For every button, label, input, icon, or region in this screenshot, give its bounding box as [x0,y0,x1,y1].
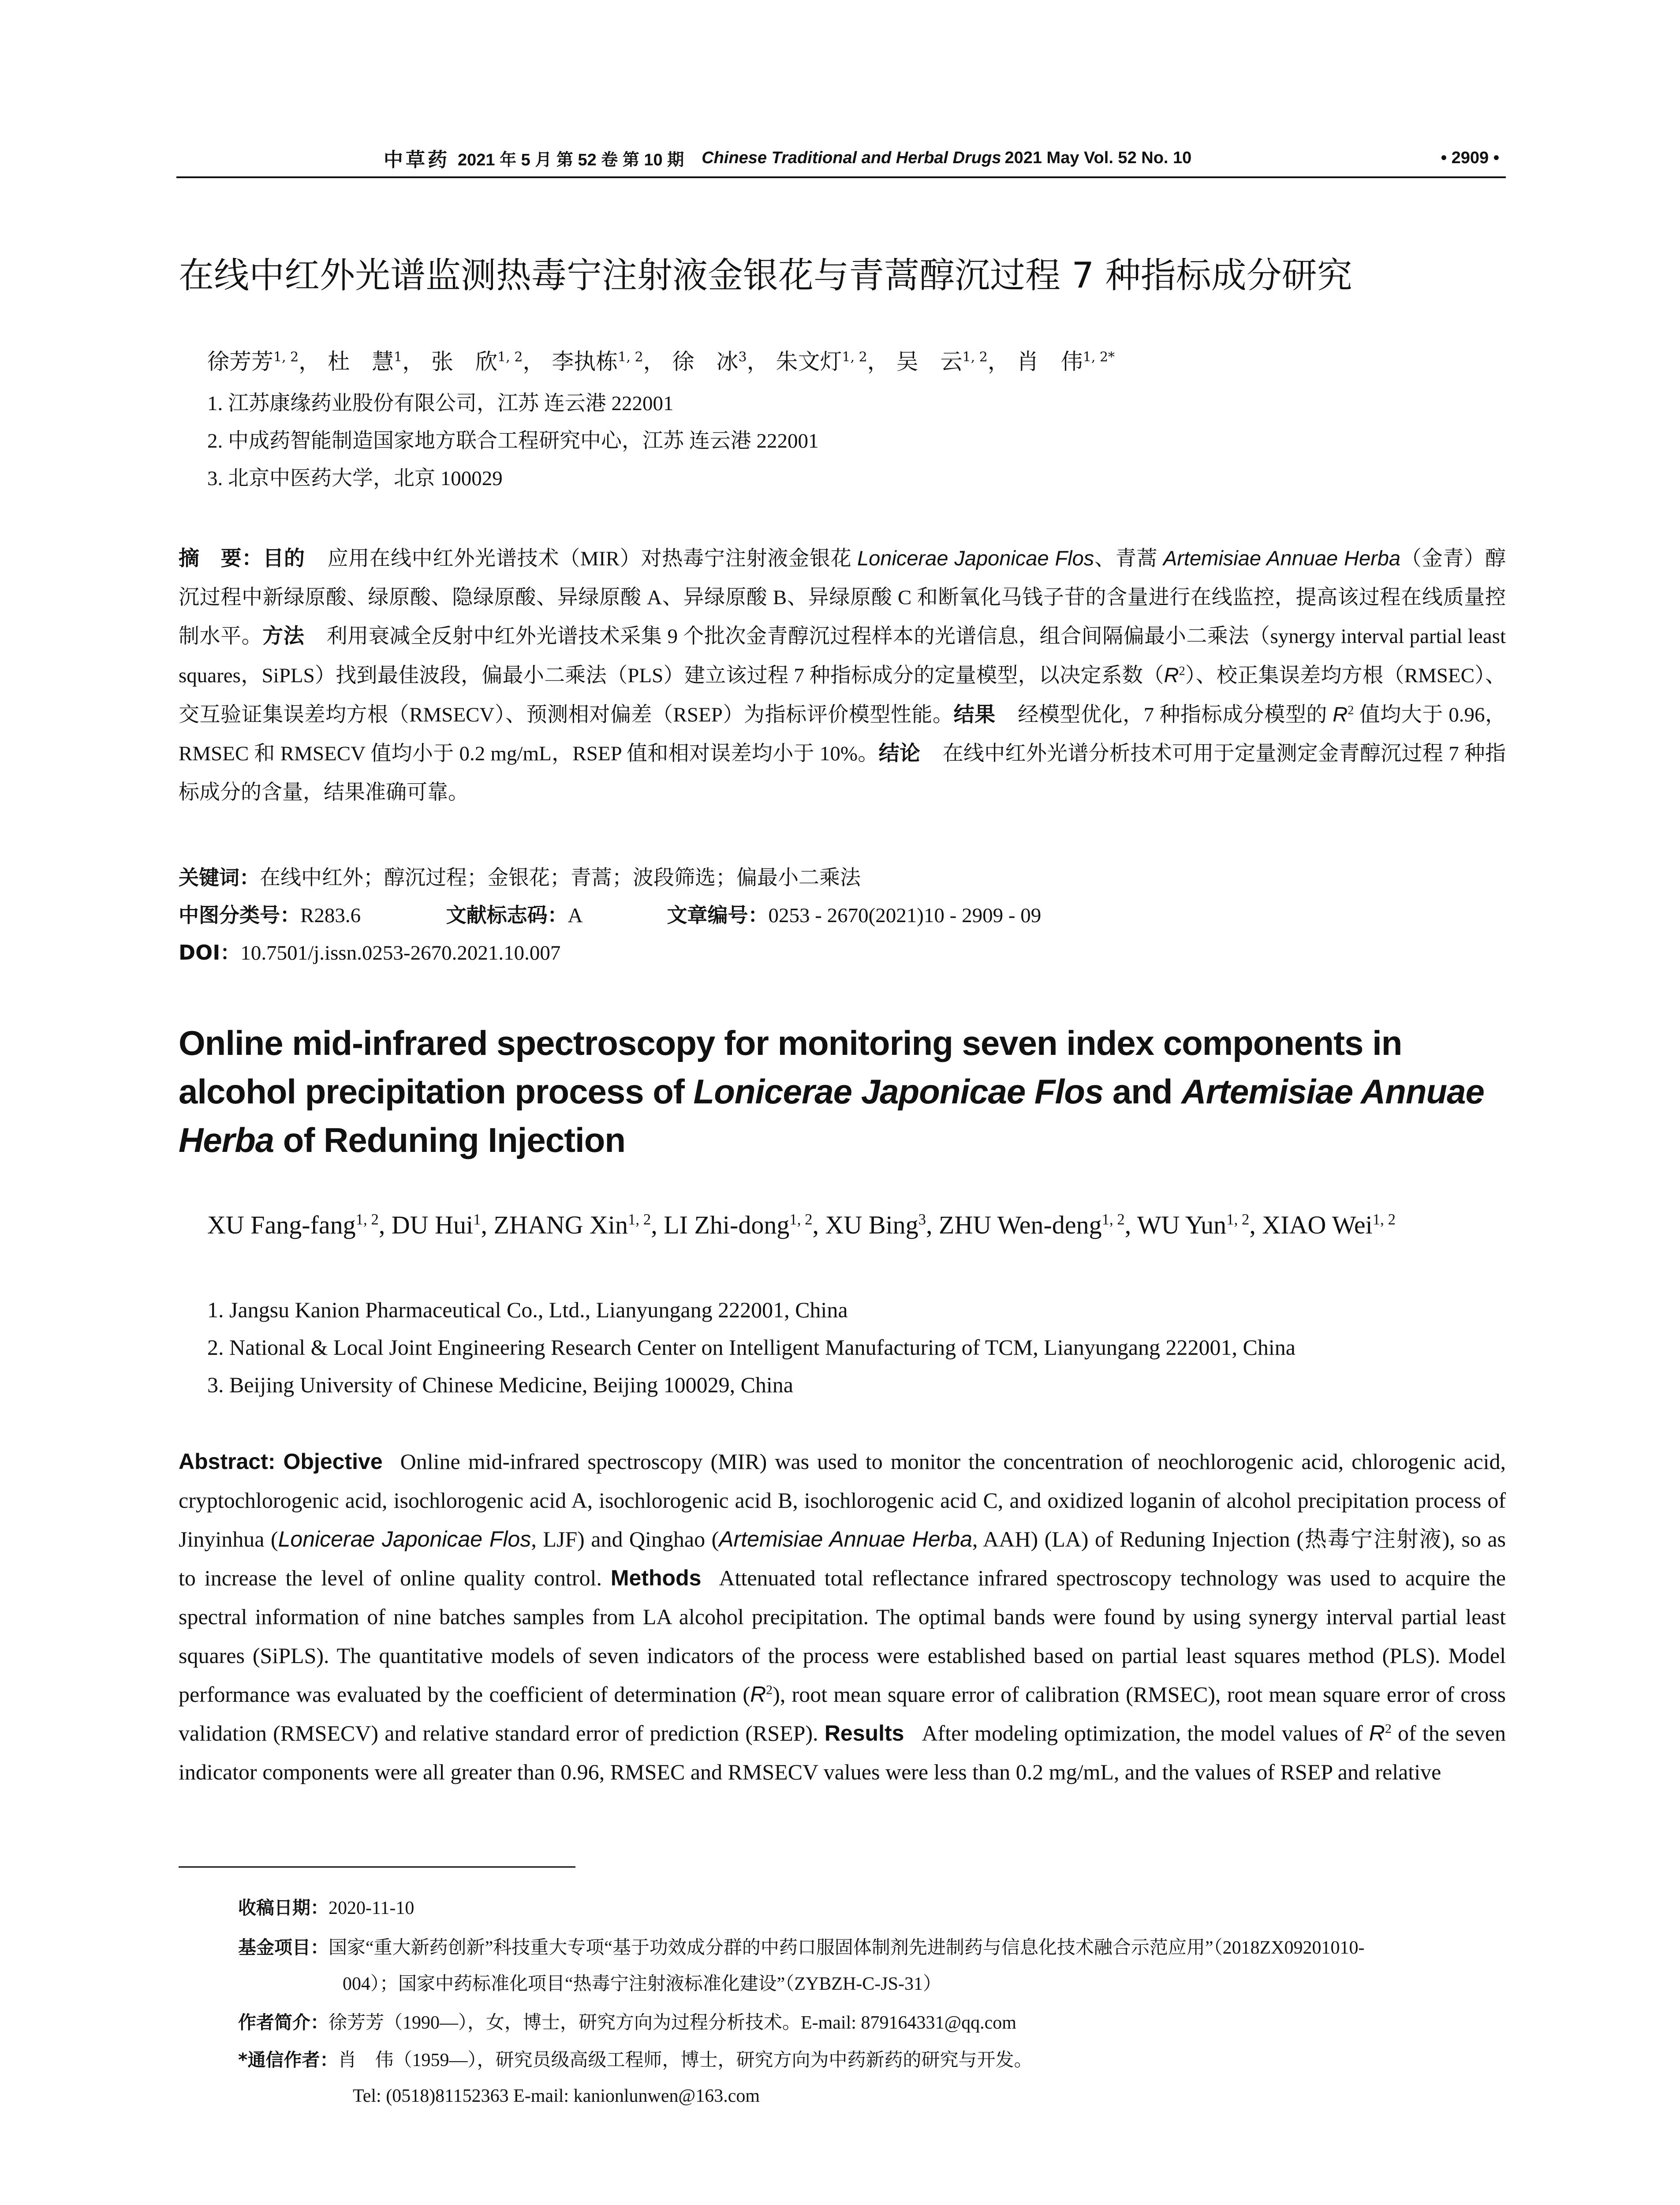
author-cn: 朱文灯$^{1, 2}$ [776,349,867,374]
author-en: DU Hui$^1$ [391,1211,481,1239]
journal-name-en: Chinese Traditional and Herbal Drugs [702,148,1001,167]
issue-cn: 2021 年 5 月 第 52 卷 第 10 期 [458,150,684,169]
conclusion-label: 结论 [878,741,921,766]
affiliation-cn-3: 3. 北京中医药大学，北京 100029 [207,467,503,490]
author-en: ZHANG Xin$^{1, 2}$ [493,1211,651,1239]
objective-en-label: Objective [283,1449,383,1474]
doi-line: DOI：10.7501/j.issn.0253-2670.2021.10.007 [179,941,561,964]
results-label: 结果 [953,703,996,727]
author-en: WU Yun$^{1, 2}$ [1137,1211,1250,1239]
authors-cn: 徐芳芳$^{1, 2}$， 杜 慧$^1$， 张 欣$^{1, 2}$， 李执栋$^{1, 2}$， 徐 冰$^3$， 朱文灯$^{1, 2}$， 吴 云$^{1, 2}$， 肖 伟$^{1, 2*}$ [207,349,1115,374]
methods-label: 方法 [262,624,305,648]
doi-link[interactable]: 10.7501/j.issn.0253-2670.2021.10.007 [240,942,561,964]
running-header [176,142,1504,173]
classification-line: 中图分类号：R283.6 文献标志码：A 文章编号：0253 - 2670(2021)10 - 2909 - 09 [179,903,1042,927]
affiliation-en-1: 1. Jangsu Kanion Pharmaceutical Co., Ltd., Lianyungang 222001, China [207,1297,848,1322]
author-en: LI Zhi-dong$^{1, 2}$ [664,1211,813,1239]
footnote-received: 收稿日期：2020-11-10 [238,1897,414,1918]
author-en: XU Fang-fang$^{1, 2}$ [207,1211,379,1239]
author-en: ZHU Wen-deng$^{1, 2}$ [939,1211,1125,1239]
author-cn: 李执栋$^{1, 2}$ [552,349,643,374]
methods-en-label: Methods [610,1566,702,1590]
abstract-cn: 摘 要：目的 应用在线中红外光谱技术（MIR）对热毒宁注射液金银花 Lonicerae Japonicae Flos、青蒿 Artemisiae Annuae Herba（金青）醇沉过程中新绿原酸、绿原酸、隐绿原酸、异绿原酸 A、异绿原酸 B、异绿原酸 C 和断氧化马钱子苷的含量进行在线监控，提高该过程在线质量控制水平。方法 利用衰减全反射中红外光谱技术采集 9 个批次金青醇沉过程样本的光谱信息，组合间隔偏最小二乘法（synergy interval partial least squares，SiPLS）找到最佳波段，偏最小二乘法（PLS）建立该过程 7 种指标成分的定量模型，以决定系数$(R^2)$、校正集误差均方根（RMSEC）、交互验证集误差均方根（RMSECV）、预测相对偏差（RSEP）为指标评价模型性能。结果 经模型优化，7 种指标成分模型的 $R^2$ 值均大于 0.96，RMSEC 和 RMSECV 值均小于 0.2 mg/mL，RSEP 值和相对误差均小于 10%。结论 在线中红外光谱分析技术可用于定量测定金青醇沉过程 7 种指标成分的含量，结果准确可靠。 [179,546,1506,804]
affiliation-cn-2: 2. 中成药智能制造国家地方联合工程研究中心，江苏 连云港 222001 [207,430,819,452]
issue-en: 2021 May Vol. 52 No. 10 [1004,148,1192,167]
author-cn: 肖 伟$^{1, 2*}$ [1016,349,1115,374]
author-en: XIAO Wei$^{1, 2}$ [1262,1211,1396,1239]
footnote-fund-cont: 004）；国家中药标准化项目“热毒宁注射液标准化建设”（ZYBZH-C-JS-31） [343,1974,941,1994]
title-cn: 在线中红外光谱监测热毒宁注射液金银花与青蒿醇沉过程 7 种指标成分研究 [179,255,1352,296]
keywords-cn: 关键词：在线中红外；醇沉过程；金银花；青蒿；波段筛选；偏最小二乘法 [179,866,861,889]
title-en: Online mid-infrared spectroscopy for monitoring seven index components in alcohol precipitation process of Lonicerae Japonicae Flos and Artemisiae Annuae Herba of Reduning Injection [179,1024,1484,1159]
affiliation-cn-1: 1. 江苏康缘药业股份有限公司，江苏 连云港 222001 [207,392,674,415]
objective-label: 目的 [263,546,305,571]
author-cn: 杜 慧$^1$ [328,349,403,374]
results-en-label: Results [824,1721,904,1745]
footnote-rule [179,1866,575,1868]
author-cn: 徐芳芳$^{1, 2}$ [207,349,299,374]
author-cn: 徐 冰$^3$ [672,349,747,374]
footnote-bio: 作者简介：徐芳芳（1990—），女，博士，研究方向为过程分析技术。E-mail: 879164331@qq.com [238,2012,1016,2033]
journal-name-cn: 中草药 [384,149,450,171]
author-cn: 张 欣$^{1, 2}$ [431,349,523,374]
author-en: XU Bing$^3$ [825,1211,926,1239]
affiliation-en-3: 3. Beijing University of Chinese Medicine, Beijing 100029, China [207,1372,794,1397]
abstract-en-label: Abstract: [179,1449,276,1474]
footnote-fund: 基金项目：国家“重大新药创新”科技重大专项“基于功效成分群的中药口服固体制剂先进制药与信息化技术融合示范应用”（2018ZX09201010- [238,1937,1365,1958]
footnote-contact: Tel: (0518)81152363 E-mail: kanionlunwen@163.com [353,2086,760,2106]
page-number: • 2909 • [1441,148,1499,167]
author-cn: 吴 云$^{1, 2}$ [896,349,988,374]
abstract-label: 摘 要： [179,546,263,571]
header-rule [176,176,1506,178]
footnote-corresponding: *通信作者：肖 伟（1959—），研究员级高级工程师，博士，研究方向为中药新药的研究与开发。 [238,2049,1033,2070]
affiliation-en-2: 2. National & Local Joint Engineering Research Center on Intelligent Manufacturing of TCM, Lianyungang 222001, China [207,1335,1295,1360]
abstract-en: Abstract: Objective Online mid-infrared spectroscopy (MIR) was used to monitor the concentration of neochlorogenic acid, chlorogenic acid, cryptochlorogenic acid, isochlorogenic acid A, isochlorogenic acid B, isochlorogenic acid C, and oxidized loganin of alcohol precipitation process of Jinyinhua (Lonicerae Japonicae Flos, LJF) and Qinghao (Artemisiae Annuae Herba, AAH) (LA) of Reduning Injection (热毒宁注射液), so as to increase the level of online quality control. Methods Attenuated total reflectance infrared spectroscopy technology was used to acquire the spectral information of nine batches samples from LA alcohol precipitation. The optimal bands were found by using synergy interval partial least squares (SiPLS). The quantitative models of seven indicators of the process were established based on partial least squares method (PLS). Model performance was evaluated by the coefficient of determination $(R^2)$, root mean square error of calibration (RMSEC), root mean square error of cross validation (RMSECV) and relative standard error of prediction (RSEP). Results After modeling optimization, the model values of $R^2$ of the seven indicator components were all greater than 0.96, RMSEC and RMSECV values were less than 0.2 mg/mL, and the values of RSEP and relative [179,1449,1506,1784]
authors-en: XU Fang-fang$^{1, 2}$, DU Hui$^1$, ZHANG Xin$^{1, 2}$, LI Zhi-dong$^{1, 2}$, XU Bing$^3$, ZHU Wen-deng$^{1, 2}$, WU Yun$^{1, 2}$, XIAO Wei$^{1, 2}$ [207,1211,1396,1239]
